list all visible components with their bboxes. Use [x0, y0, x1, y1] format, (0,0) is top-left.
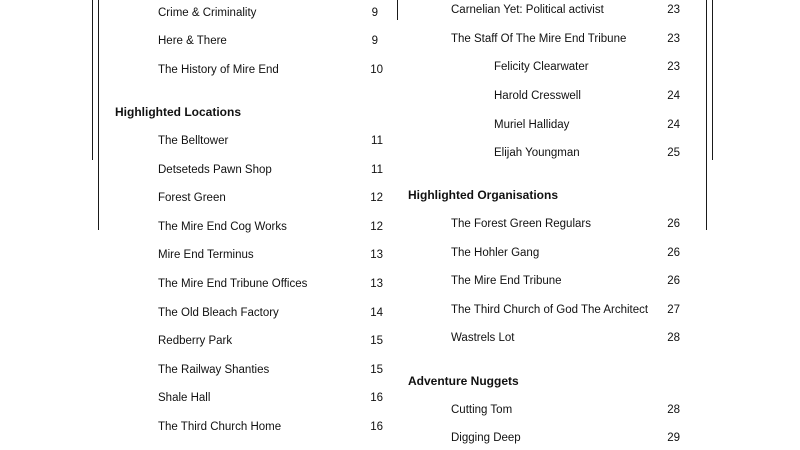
entry-title: The Belltower	[158, 135, 229, 147]
entry-page: 23	[667, 61, 680, 73]
entry-title: The Mire End Tribune	[451, 275, 562, 287]
entry-title: Shale Hall	[158, 392, 211, 404]
entry-title: The Mire End Tribune Offices	[158, 278, 308, 290]
entry-page: 26	[667, 218, 680, 230]
entry-title: The Third Church of God The Architect	[451, 304, 649, 316]
entry-title: Felicity Clearwater	[494, 61, 589, 73]
entry-title: Elijah Youngman	[494, 147, 580, 159]
entry-title: Mire End Terminus	[158, 249, 254, 261]
section-heading-locations: Highlighted Locations	[115, 105, 241, 119]
entry-title: Carnelian Yet: Political activist	[451, 4, 604, 16]
entry-page: 15	[370, 335, 383, 347]
entry-page: 26	[667, 275, 680, 287]
entry-title: Harold Cresswell	[494, 90, 581, 102]
entry-title: Digging Deep	[451, 432, 521, 444]
entry-page: 26	[667, 247, 680, 259]
entry-page: 23	[667, 33, 680, 45]
entry-title: Forest Green	[158, 192, 226, 204]
entry-page: 13	[370, 278, 383, 290]
entry-title: Cutting Tom	[451, 404, 513, 416]
entry-title: Wastrels Lot	[451, 332, 515, 344]
entry-title: The Mire End Cog Works	[158, 221, 287, 233]
decorative-line	[92, 0, 93, 160]
entry-title: Muriel Halliday	[494, 119, 570, 131]
entry-title: Here & There	[158, 35, 227, 47]
entry-title: The Railway Shanties	[158, 364, 270, 376]
entry-title: The Third Church Home	[158, 421, 282, 433]
entry-title: The History of Mire End	[158, 64, 279, 76]
entry-page: 12	[370, 221, 383, 233]
entry-page: 11	[371, 135, 383, 147]
entry-page: 9	[371, 35, 378, 47]
entry-page: 10	[370, 64, 383, 76]
section-heading-organisations: Highlighted Organisations	[408, 188, 559, 202]
entry-title: Crime & Criminality	[158, 7, 257, 19]
entry-page: 16	[370, 421, 383, 433]
decorative-line	[98, 0, 99, 230]
entry-title: The Old Bleach Factory	[158, 307, 279, 319]
entry-page: 24	[667, 90, 680, 102]
entry-page: 28	[667, 332, 680, 344]
decorative-line	[397, 0, 398, 20]
entry-title: The Forest Green Regulars	[451, 218, 591, 230]
entry-page: 14	[370, 307, 383, 319]
decorative-line	[712, 0, 713, 160]
entry-title: The Staff Of The Mire End Tribune	[451, 33, 627, 45]
entry-title: Detseteds Pawn Shop	[158, 164, 272, 176]
entry-page: 12	[370, 192, 383, 204]
entry-page: 15	[370, 364, 383, 376]
entry-page: 16	[370, 392, 383, 404]
entry-page: 28	[667, 404, 680, 416]
entry-page: 23	[667, 4, 680, 16]
section-heading-adventure-nuggets: Adventure Nuggets	[408, 374, 519, 388]
entry-page: 25	[667, 147, 680, 159]
entry-page: 9	[371, 7, 378, 19]
entry-page: 27	[667, 304, 680, 316]
entry-title: Redberry Park	[158, 335, 233, 347]
entry-page: 11	[371, 164, 383, 176]
entry-page: 29	[667, 432, 680, 444]
entry-page: 13	[370, 249, 383, 261]
entry-page: 24	[667, 119, 680, 131]
entry-title: The Hohler Gang	[451, 247, 540, 259]
decorative-line	[706, 0, 707, 230]
